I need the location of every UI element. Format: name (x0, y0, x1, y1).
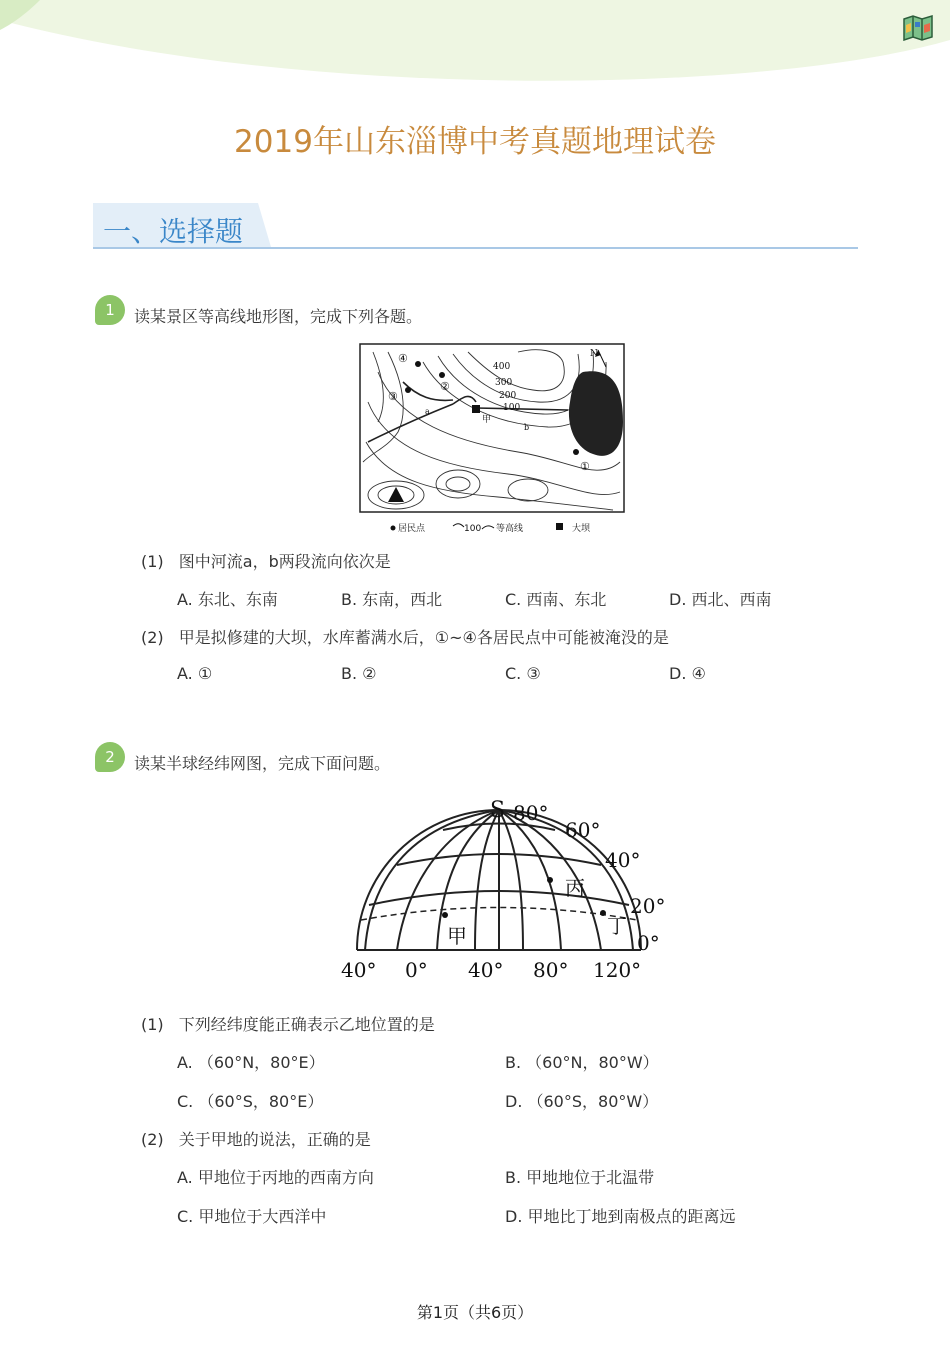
option-b[interactable]: B. 甲地地位于北温带 (505, 1168, 655, 1187)
longitude-label: 0° (405, 958, 428, 982)
option-d[interactable]: D. ④ (669, 664, 706, 683)
place-label-ding: 丁 (607, 914, 627, 938)
option-b[interactable]: B. （60°N，80°W） (505, 1053, 659, 1072)
sub-question (141, 1127, 371, 1150)
point-label: ② (440, 380, 450, 393)
question-number-badge: 1 (95, 295, 125, 325)
option-a[interactable]: A. 东北、东南 (177, 590, 278, 609)
contour-label: 400 (493, 362, 511, 372)
sub-question-text: 图中河流a，b两段流向依次是 (178, 552, 391, 571)
legend-settlement: 居民点 (398, 524, 426, 534)
sub-question (141, 549, 391, 572)
sub-question-label: (2) (141, 1130, 164, 1149)
latitude-label: 80° (513, 801, 549, 825)
place-label-bing: 丙 (565, 876, 585, 900)
question-stem: 读某景区等高线地形图，完成下列各题。 (134, 307, 423, 326)
option-b[interactable]: B. ② (341, 664, 377, 683)
option-a[interactable]: A. ① (177, 664, 213, 683)
option-c[interactable]: C. 甲地位于大西洋中 (177, 1207, 327, 1226)
latitude-label: 60° (565, 818, 601, 842)
legend-contour: 等高线 (496, 524, 524, 534)
section-title: 一、选择题 (103, 215, 244, 248)
sub-question-text: 甲是拟修建的大坝，水库蓄满水后，①~④各居民点中可能被淹没的是 (178, 628, 669, 647)
sub-question-label: (2) (141, 628, 164, 647)
option-c[interactable]: C. （60°S，80°E） (177, 1092, 324, 1111)
longitude-label: 120° (593, 958, 642, 982)
page-title: 2019年山东淄博中考真题地理试卷 (234, 124, 716, 160)
dam-label: 甲 (482, 415, 492, 425)
top-wave-decoration (0, 0, 950, 90)
longitude-label: 40° (468, 958, 504, 982)
option-d[interactable]: D. 甲地比丁地到南极点的距离远 (505, 1207, 736, 1226)
option-a[interactable]: A. 甲地位于丙地的西南方向 (177, 1168, 374, 1187)
latitude-label: 40° (605, 848, 641, 872)
contour-label: 200 (499, 391, 517, 401)
longitude-label: 80° (533, 958, 569, 982)
sub-question-text: 下列经纬度能正确表示乙地位置的是 (178, 1015, 435, 1034)
river-b-label: b (524, 423, 530, 432)
sub-question-text: 关于甲地的说法，正确的是 (178, 1130, 371, 1149)
hemisphere-graticule-figure (335, 795, 680, 995)
sub-question-label: (1) (141, 1015, 164, 1034)
option-d[interactable]: D. 西北、西南 (669, 590, 772, 609)
option-b[interactable]: B. 东南，西北 (341, 590, 443, 609)
river-a-label: a (425, 407, 430, 416)
legend-contour-value: 100 (464, 524, 482, 534)
option-c[interactable]: C. ③ (505, 664, 541, 683)
option-a[interactable]: A. （60°N，80°E） (177, 1053, 325, 1072)
section-header (93, 203, 858, 251)
latitude-label: 0° (637, 931, 660, 955)
contour-label: 100 (503, 403, 521, 413)
point-label: ④ (398, 352, 408, 365)
map-logo-icon (902, 13, 938, 41)
option-d[interactable]: D. （60°S，80°W） (505, 1092, 659, 1111)
sub-question-label: (1) (141, 552, 164, 571)
point-label: ① (580, 460, 590, 473)
legend-dam: 大坝 (572, 524, 591, 534)
north-label: N (590, 349, 598, 359)
contour-map-figure (358, 342, 628, 538)
point-label: ③ (388, 390, 398, 403)
pole-label: S (490, 798, 506, 823)
place-label-jia: 甲 (447, 924, 467, 948)
question-number-badge: 2 (95, 742, 125, 772)
latitude-label: 20° (630, 894, 666, 918)
longitude-label: 40° (341, 958, 377, 982)
option-c[interactable]: C. 西南、东北 (505, 590, 607, 609)
question-stem: 读某半球经纬网图，完成下面问题。 (134, 754, 391, 773)
sub-question (141, 625, 669, 648)
contour-label: 300 (495, 378, 513, 388)
sub-question (141, 1012, 435, 1035)
page-footer: 第1页（共6页） (416, 1303, 534, 1322)
